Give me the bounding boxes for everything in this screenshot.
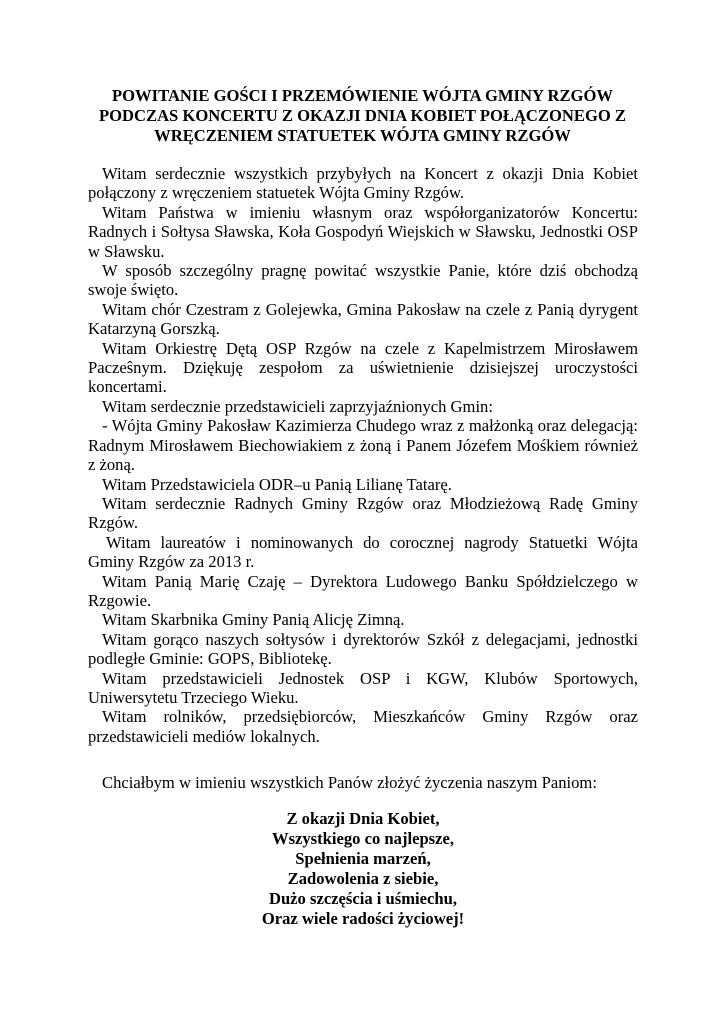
speech-body (88, 164, 638, 746)
title-line: PODCZAS KONCERTU Z OKAZJI DNIA KOBIET POŁĄCZONEGO Z (99, 106, 626, 125)
paragraph-welcome-all: Witam serdecznie wszystkich przybyłych na Koncert z okazji Dnia Kobiet połączony z wręczeniem statuetek Wójta Gminy Rzgów. (88, 164, 638, 203)
paragraph-co-organizers: Witam Państwa w imieniu własnym oraz współorganizatorów Koncertu: Radnych i Sołtysa Sławska, Koła Gospodyń Wiejskich w Sławsku, Jednostki OSP w Sławsku. (88, 202, 638, 261)
title-line: WRĘCZENIEM STATUETEK WÓJTA GMINY RZGÓW (154, 126, 571, 145)
paragraph-ladies: W sposób szczególny pragnę powitać wszystkie Panie, które dziś obchodzą swoje święto. (88, 261, 638, 300)
wishes-block (88, 809, 638, 929)
wish-line: Spełnienia marzeń, (295, 849, 431, 868)
wish-line: Wszystkiego co najlepsze, (271, 829, 455, 848)
paragraph-laureates: Witam laureatów i nominowanych do corocznej nagrody Statuetki Wójta Gminy Rzgów za 2013 r. (88, 532, 638, 572)
paragraph-bank-director: Witam Panią Marię Czaję – Dyrektora Ludowego Banku Spółdzielczego w Rzgowie. (88, 571, 638, 610)
paragraph-odr: Witam Przedstawiciela ODR–u Panią Lilianę Tatarę. (102, 474, 452, 494)
paragraph-orchestra: Witam Orkiestrę Dętą OSP Rzgów na czele z Kapelmistrzem Mirosławem Paczeŝnym. Dziękuję zespołom za uświetnienie dzisiejszej uroczystości koncertami. (88, 338, 638, 397)
paragraph-osp-kgw: Witam przedstawicieli Jednostek OSP i KGW, Klubów Sportowych, Uniwersytetu Trzeciego Wieku. (88, 668, 638, 707)
paragraph-pakoslaw-delegation: - Wójta Gminy Pakosław Kazimierza Chudego wraz z małżonką oraz delegacją: Radnym Mirosławem Biechowiakiem z żoną i Panem Józefem Mośkiem również z żoną. (88, 416, 638, 475)
paragraph-treasurer: Witam Skarbnika Gminy Panią Alicję Zimną. (102, 610, 405, 630)
wishes-intro: Chciałbym w imieniu wszystkich Panów złożyć życzenia naszym Paniom: (102, 773, 597, 792)
paragraph-village-heads: Witam gorąco naszych sołtysów i dyrektorów Szkół z delegacjami, jednostki podległe Gminie: GOPS, Bibliotekę. (88, 629, 638, 669)
paragraph-choir: Witam chór Czestram z Golejewka, Gmina Pakosław na czele z Panią dyrygent Katarzyną Gorszką. (88, 299, 638, 339)
paragraph-residents-media: Witam rolników, przedsiębiorców, Mieszkańców Gminy Rzgów oraz przedstawicieli mediów lokalnych. (88, 707, 638, 746)
title-line: POWITANIE GOŚCI I PRZEMÓWIENIE WÓJTA GMINY RZGÓW (112, 86, 613, 105)
wish-line: Dużo szczęścia i uśmiechu, (268, 889, 458, 908)
wish-line: Zadowolenia z siebie, (287, 869, 439, 888)
wish-line: Oraz wiele radości życiowej! (261, 909, 465, 928)
document-title (86, 86, 639, 146)
paragraph-partner-communes: Witam serdecznie przedstawicieli zaprzyjaźnionych Gmin: (102, 396, 493, 416)
wish-line: Z okazji Dnia Kobiet, (286, 809, 440, 828)
paragraph-councillors: Witam serdecznie Radnych Gminy Rzgów oraz Młodzieżową Radę Gminy Rzgów. (88, 493, 638, 533)
